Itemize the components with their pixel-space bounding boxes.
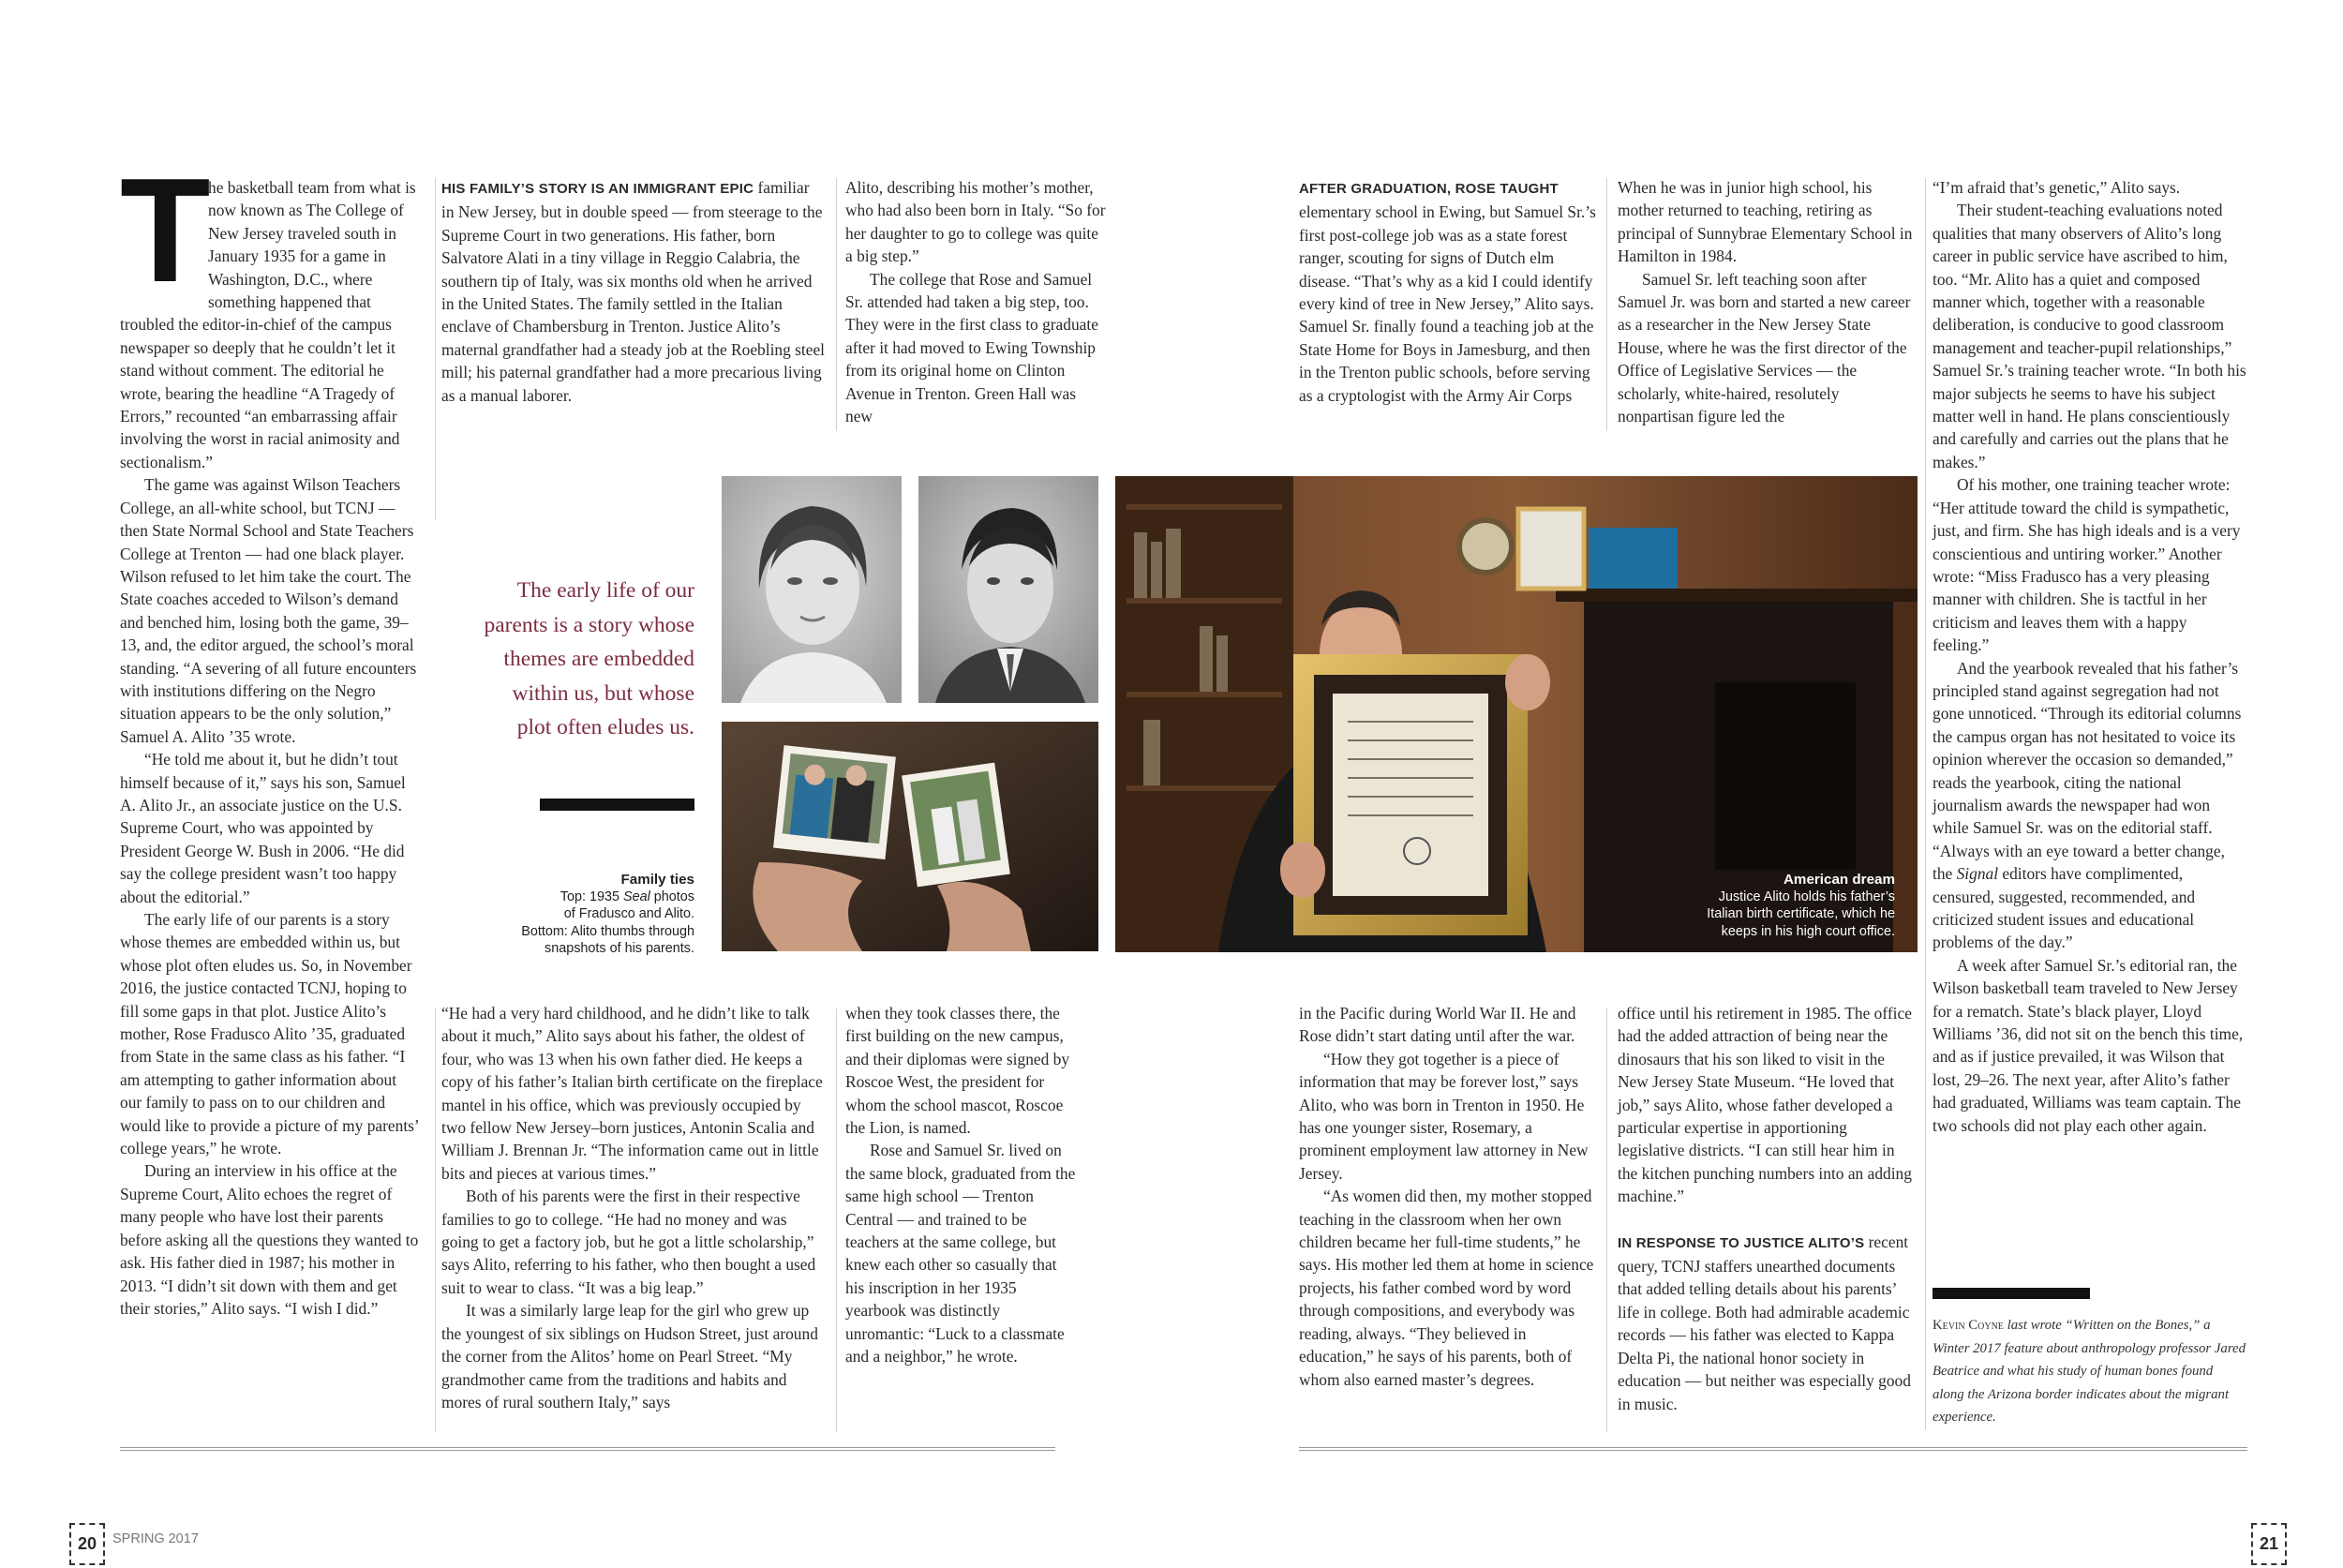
column-5-top (1618, 176, 1918, 427)
column-6 (1933, 176, 2247, 1137)
body-paragraph: Samuel Sr. left teaching soon after Samuel Jr. was born and started a new career as a researcher in the New Jersey State House, where he was the first director of the Office of Legislative Services — the scholarly, white-haired, resolutely nonpartisan figure led the (1618, 269, 1911, 426)
column-divider (1606, 178, 1607, 431)
body-paragraph: And the yearbook revealed that his father’s principled stand against segregation had not gone unnoticed. “Through its editorial columns the campus organ has not hesitated to voice its opinion wherever the occasion so demanded,” reads the yearbook, citing the national journalism awards the newspaper had won while Samuel Sr. was on the editorial staff. “Always with an eye toward a better change, the Signal editors have complimented, censured, suggested, recommended, and criticized student issues and educational problems of the day.” (1933, 658, 2242, 952)
body-paragraph: “I’m afraid that’s genetic,” Alito says. (1933, 178, 2181, 197)
column-divider (435, 178, 436, 520)
body-paragraph: The game was against Wilson Teachers College, an all-white school, but TCNJ — then State Normal School and State Teachers College at Trenton — had one black player. Wilson refused to let him take the court. The State coaches acceded to Wilson’s demand and benched him, losing both the game, 39–13, and, the editor argued, the school’s moral standing. “A severing of all future encounters with institutions differing on the Negro situation appears to be the only solution,” Samuel A. Alito ’35 wrote. (120, 475, 417, 746)
page-number-right: 21 (2251, 1523, 2287, 1565)
body-paragraph: Both of his parents were the first in their respective families to go to college. “He had no money and was going to get a factory job, but he got a little scholarship,” says Alito, referring to his father, who then bought a used suit to wear to class. “It was a big leap.” (441, 1187, 816, 1297)
caption-title: Family ties (620, 872, 694, 888)
portrait-woman-image (722, 476, 902, 703)
column-4-bottom (1299, 1002, 1599, 1391)
column-2-bottom (441, 1002, 826, 1413)
body-paragraph: AFTER GRADUATION, ROSE TAUGHT elementary school in Ewing, but Samuel Sr.’s first post-college job was as a state forest ranger, scouting for signs of Dutch elm disease. “That’s why as a kid I could identify every kind of tree in New Jersey,” Alito says. Samuel Sr. finally found a teaching job at the State Home for Boys in Jamesburg, and then in the Trenton public schools, before serving as a cryptologist with the Army Air Corps (1299, 181, 1596, 405)
body-paragraph: “How they got together is a piece of information that may be forever lost,” says Alito, who was born in Trenton in 1950. He has one younger sister, Rosemary, a prominent employment law attorney in New Jersey. (1299, 1049, 1589, 1183)
column-divider (1925, 178, 1926, 1429)
column-4-top (1299, 176, 1599, 407)
column-3-top (845, 176, 1106, 427)
portrait-man-image (918, 476, 1098, 703)
body-paragraph: “As women did then, my mother stopped teaching in the classroom when her own children became her full-time students,” he says. His mother led them at home in science projects, his father combed word by word through compositions, and everybody was reading, always. “They believed in education,” he says of his parents, both of whom also earned master’s degrees. (1299, 1187, 1594, 1389)
caption-title: American dream (1783, 872, 1895, 888)
column-5-bottom (1618, 1002, 1918, 1415)
column-divider (836, 1008, 837, 1432)
footer-rule-left (120, 1447, 1055, 1451)
body-paragraph: When he was in junior high school, his mother returned to teaching, retiring as principal of Sunnybrae Elementary School in Hamilton in 1984. (1618, 178, 1913, 266)
run-in-head: IN RESPONSE TO JUSTICE ALITO’S (1618, 1234, 1865, 1251)
body-paragraph: HIS FAMILY’S STORY IS AN IMMIGRANT EPIC familiar in New Jersey, but in double speed — from steerage to the Supreme Court in two generations. His father, born Salvatore Alati in a tiny village in Reggio Calabria, the southern tip of Italy, was six months old when he arrived in the United States. The family settled in the Italian enclave of Chambersburg in Trenton. Justice Alito’s maternal grandfather had a steady job at the Roebling steel mill; his paternal grandfather had a more precarious living as a manual laborer. (441, 178, 826, 405)
column-divider (1606, 1008, 1607, 1432)
author-bio: Kevin Coyne last wrote “Written on the Bones,” a Winter 2017 feature about anthropology professor Jared Beatrice and what his study of human bones found along the Arizona border indicates about the migrant experience. (1933, 1318, 2246, 1425)
footer-rule-right (1299, 1447, 2247, 1451)
column-1 (120, 148, 420, 1320)
body-paragraph: Rose and Samuel Sr. lived on the same block, graduated from the same high school — Trenton Central — and trained to be teachers at the same college, but knew each other so casually that his inscription in her 1935 yearbook was distinctly unromantic: “Luck to a classmate and a neighbor,” he wrote. (845, 1141, 1076, 1366)
body-paragraph: A week after Samuel Sr.’s editorial ran, the Wilson basketball team traveled to New Jersey for a rematch. State’s black player, Lloyd Williams ’36, did not sit on the bench this time, and as if justice prevailed, it was Wilson that lost, 29–26. The next year, after Alito’s father had graduated, Williams was team captain. The two schools did not play each other again. (1933, 955, 2244, 1135)
photo-snapshots-in-hand (722, 722, 1098, 951)
body-paragraph: he basketball team from what is now known as The College of New Jersey traveled south in January 1935 for a game in Washington, D.C., where something happened that troubled the editor-in-chief of the campus newspaper so deeply that he couldn’t let it stand without comment. The editorial he wrote, bearing the headline “A Tragedy of Errors,” recounted “an embarrassing affair involving the worst in racial animosity and sectionalism.” (120, 178, 416, 471)
page-number-left: 20 (69, 1523, 105, 1565)
bio-bar (1933, 1288, 2090, 1299)
body-paragraph: Their student-teaching evaluations noted qualities that many observers of Alito’s long career in public service have ascribed to him, too. “Mr. Alito has a quiet and composed manner which, together with a reasonable deliberation, is conducive to good classroom management and teacher-pupil relationships,” Samuel Sr.’s training teacher wrote. “In both his major subjects he seems to have his subject matter well in hand. He plans conscientiously and carefully and carries out the plans that he makes.” (1933, 201, 2246, 471)
body-paragraph: The early life of our parents is a story whose themes are embedded within us, but whose plot often eludes us. So, in November 2016, the justice contacted TCNJ, hoping to fill some gaps in that plot. Justice Alito’s mother, Rose Fradusco Alito ’35, graduated from State in the same class as his father. “I am attempting to gather information about our family to pass on to our children and would like to provide a picture of my parents’ college years,” he wrote. (120, 910, 419, 1158)
body-paragraph: IN RESPONSE TO JUSTICE ALITO’S recent query, TCNJ staffers unearthed documents that added telling details about his parents’ life in college. Both had admirable academic records — his father was elected to Kappa Delta Pi, the national honor society in education — but neither was especially good in music. (1618, 1232, 1911, 1413)
body-paragraph: Alito, describing his mother’s mother, who had also been born in Italy. “So for her daughter to go to college was quite a big step.” (845, 178, 1106, 266)
column-divider (836, 178, 837, 431)
author-name: Kevin Coyne (1933, 1318, 2004, 1333)
body-paragraph: It was a similarly large leap for the girl who grew up the youngest of six siblings on Hudson Street, just around the corner from the Alitos’ home on Pearl Street. “My grandmother came from the traditions and habits and mores of rural southern Italy,” says (441, 1301, 818, 1411)
body-paragraph: During an interview in his office at the Supreme Court, Alito echoes the regret of many people who have lost their parents before asking all the questions they wanted to ask. His father died in 1987; his mother in 2013. “I didn’t sit down with them and get their stories,” Alito says. “I wish I did.” (120, 1161, 419, 1318)
body-paragraph: The college that Rose and Samuel Sr. attended had taken a big step, too. They were in the first class to graduate after it had moved to Ewing Township from its original home on Clinton Avenue in Trenton. Green Hall was new (845, 269, 1098, 426)
run-in-head: HIS FAMILY’S STORY IS AN IMMIGRANT EPIC (441, 181, 754, 197)
issue-label: SPRING 2017 (112, 1531, 199, 1546)
photo-rose-fradusco (722, 476, 902, 703)
caption-american-dream: American dream Justice Alito holds his father’s Italian birth certificate, which he keeps in his high court office. (1707, 872, 1895, 939)
drop-cap: T (120, 148, 211, 313)
body-paragraph: “He told me about it, but he didn’t tout himself because of it,” says his son, Samuel A. Alito Jr., an associate justice on the U.S. Supreme Court, who was appointed by President George W. Bush in 2006. “He did say the college president wasn’t too happy about the editorial.” (120, 750, 406, 906)
body-paragraph: office until his retirement in 1985. The office had the added attraction of being near the dinosaurs that his son liked to visit in the New Jersey State Museum. “He loved that job,” says Alito, whose father developed a particular expertise in apportioning legislative districts. “I can still hear him in the kitchen punching numbers into an adding machine.” (1618, 1004, 1912, 1206)
body-paragraph: in the Pacific during World War II. He and Rose didn’t start dating until after the war. (1299, 1004, 1576, 1046)
column-3-bottom (845, 1002, 1080, 1368)
column-2-top (441, 176, 826, 407)
snapshots-image (722, 722, 1098, 951)
photo-samuel-alito-sr (918, 476, 1098, 703)
run-in-head: AFTER GRADUATION, ROSE TAUGHT (1299, 181, 1559, 197)
body-paragraph: Of his mother, one training teacher wrote: “Her attitude toward the child is sympathetic, just, and firm. She has high ideals and is a very conscientious and untiring worker.” Another wrote: “Miss Fradusco has a very pleasing manner with children. She is tactful in her criticism and leaves them with a happy feeling.” (1933, 475, 2241, 655)
body-paragraph: when they took classes there, the first building on the new campus, and their diplomas were signed by Roscoe West, the president for whom the school mascot, Roscoe the Lion, is named. (845, 1004, 1070, 1138)
body-paragraph: “He had a very hard childhood, and he didn’t like to talk about it much,” Alito says about his father, the oldest of four, who was 13 when his own father died. He keeps a copy of his father’s Italian birth certificate on the fireplace mantel in his office, which was previously occupied by two fellow New Jersey–born justices, Antonin Scalia and William J. Brennan Jr. “The information came out in little bits and pieces at various times.” (441, 1004, 823, 1183)
caption-family-ties: Family ties Top: 1935 Seal photos of Fradusco and Alito. Bottom: Alito thumbs through snapshots of his parents. (521, 872, 694, 956)
pull-quote: The early life of our parents is a story whose themes are embedded within us, but whose plot often eludes us. (484, 578, 694, 739)
column-divider (435, 1008, 436, 1432)
pull-quote-bar (540, 799, 694, 811)
